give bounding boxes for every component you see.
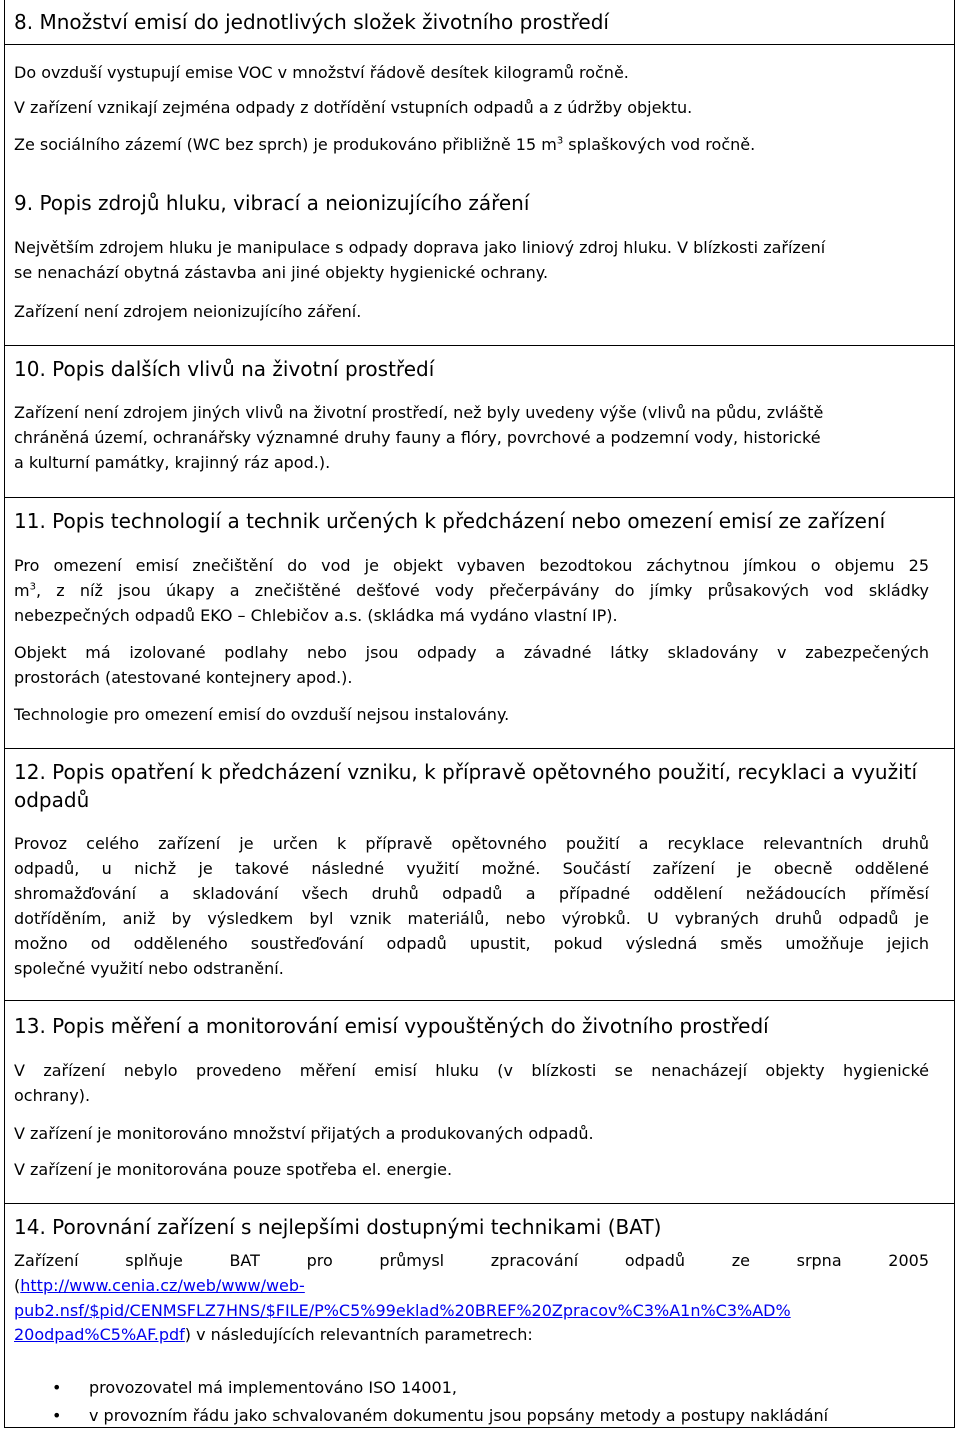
superscript: 3 — [29, 581, 36, 593]
bullet-icon: • — [52, 1378, 62, 1397]
section-10-heading: 10. Popis dalších vlivů na životní prostředí — [14, 357, 435, 381]
divider — [4, 748, 955, 749]
section-8-paragraph: Ze sociálního zázemí (WC bez sprch) je produkováno přibližně 15 $m^3$ splaškových vod ročně. — [14, 135, 756, 154]
superscript: 3 — [556, 135, 564, 147]
section-13-heading: 13. Popis měření a monitorování emisí vypouštěných do životního prostředí — [14, 1014, 769, 1038]
section-10-paragraph: Zařízení není zdrojem jiných vlivů na životní prostředí, než byly uvedeny výše (vlivů na půdu, zvláště chráněná území, ochranářsky významné druhy fauny a flóry, povrchové a podzemní vody, historické a kulturní památky, krajinný ráz apod.). — [14, 403, 824, 472]
list-item: • provozovatel má implementováno ISO 14001, — [14, 1374, 929, 1402]
section-9-paragraph: Zařízení není zdrojem neionizujícího záření. — [14, 302, 362, 321]
section-11-paragraph-line: prostorách (atestované kontejnery apod.). — [14, 668, 353, 687]
divider — [4, 44, 955, 45]
section-12-paragraph-line: dotříděním, aniž by výsledkem byl vznik materiálů, nebo výrobků. U vybraných druhů odpadů je — [14, 909, 929, 928]
section-13-paragraph-line: V zařízení je monitorováno množství přijatých a produkovaných odpadů. — [14, 1124, 594, 1143]
section-11-paragraph-line: Technologie pro omezení emisí do ovzduší nejsou instalovány. — [14, 705, 510, 724]
section-8-paragraph: V zařízení vznikají zejména odpady z dotřídění vstupních odpadů a z údržby objektu. — [14, 98, 693, 117]
section-11-paragraph-line: $m^3$, z níž jsou úkapy a znečištěné dešťové vody přečerpávány do jímky průsakových vod skládky — [14, 581, 929, 600]
bref-link[interactable]: http://www.cenia.cz/web/www/web- — [20, 1276, 305, 1295]
section-14-paragraph-line: Zařízení splňuje BAT pro průmysl zpracování odpadů ze srpna 2005 — [14, 1251, 929, 1270]
section-11-paragraph-line: Objekt má izolované podlahy nebo jsou odpady a závadné látky skladovány v zabezpečených — [14, 643, 929, 662]
section-13-paragraph-line: V zařízení je monitorována pouze spotřeba el. energie. — [14, 1160, 453, 1179]
list-item: • v provozním řádu jako schvalovaném dokumentu jsou popsány metody a postupy nakládání — [14, 1402, 929, 1430]
divider — [4, 345, 955, 346]
section-11-paragraph-line: nebezpečných odpadů EKO – Chlebičov a.s. (skládka má vydáno vlastní IP). — [14, 606, 618, 625]
section-12-paragraph-line: společné využití nebo odstranění. — [14, 959, 284, 978]
section-9-heading: 9. Popis zdrojů hluku, vibrací a neionizujícího záření — [14, 191, 530, 215]
section-13-paragraph-line: V zařízení nebylo provedeno měření emisí hluku (v blízkosti se nenacházejí objekty hygienické — [14, 1061, 929, 1080]
section-12-paragraph-line: odpadů, u nichž je takové následné využití možné. Součástí zařízení je obecně oddělené — [14, 859, 929, 878]
section-13-paragraph-line: ochrany). — [14, 1086, 91, 1105]
divider — [4, 1203, 955, 1204]
section-12-paragraph-line: možno od odděleného soustřeďování odpadů upustit, pokud výsledná směs umožňuje jejich — [14, 934, 929, 953]
bullet-list — [14, 1374, 929, 1430]
section-11-heading: 11. Popis technologií a technik určených k předcházení nebo omezení emisí ze zařízení — [14, 509, 886, 533]
section-8-paragraph: Do ovzduší vystupují emise VOC v množství řádově desítek kilogramů ročně. — [14, 63, 629, 82]
bref-link[interactable]: pub2.nsf/$pid/CENMSFLZ7HNS/$FILE/P%C5%99eklad%20BREF%20Zpracov%C3%A1n%C3%AD% — [14, 1301, 791, 1320]
divider — [4, 497, 955, 498]
section-14-paragraph-line: 20odpad%C5%AF.pdf) v následujících relevantních parametrech: — [14, 1325, 533, 1344]
section-12-paragraph-line: shromažďování a skladování všech druhů odpadů a případné oddělení nežádoucích příměsí — [14, 884, 929, 903]
section-14-paragraph-line — [14, 1298, 929, 1323]
section-14-paragraph-line: (http://www.cenia.cz/web/www/web- — [14, 1276, 305, 1295]
section-12-heading: 12. Popis opatření k předcházení vzniku, k přípravě opětovného použití, recyklaci a využití odpadů — [14, 760, 918, 812]
section-9-paragraph: Největším zdrojem hluku je manipulace s odpady doprava jako liniový zdroj hluku. V blízkosti zařízení se nenachází obytná zástavba ani jiné objekty hygienické ochrany. — [14, 238, 826, 282]
bullet-icon: • — [52, 1406, 62, 1425]
section-12-paragraph-line: Provoz celého zařízení je určen k přípravě opětovného použití a recyklace relevantních druhů — [14, 834, 929, 853]
section-11-paragraph-line: Pro omezení emisí znečištění do vod je objekt vybaven bezodtokou záchytnou jímkou o objemu 25 — [14, 556, 929, 575]
section-8-heading: 8. Množství emisí do jednotlivých složek životního prostředí — [14, 10, 609, 34]
divider — [4, 1000, 955, 1001]
section-14-heading: 14. Porovnání zařízení s nejlepšími dostupnými technikami (BAT) — [14, 1215, 662, 1239]
bref-link[interactable]: 20odpad%C5%AF.pdf — [14, 1325, 185, 1344]
